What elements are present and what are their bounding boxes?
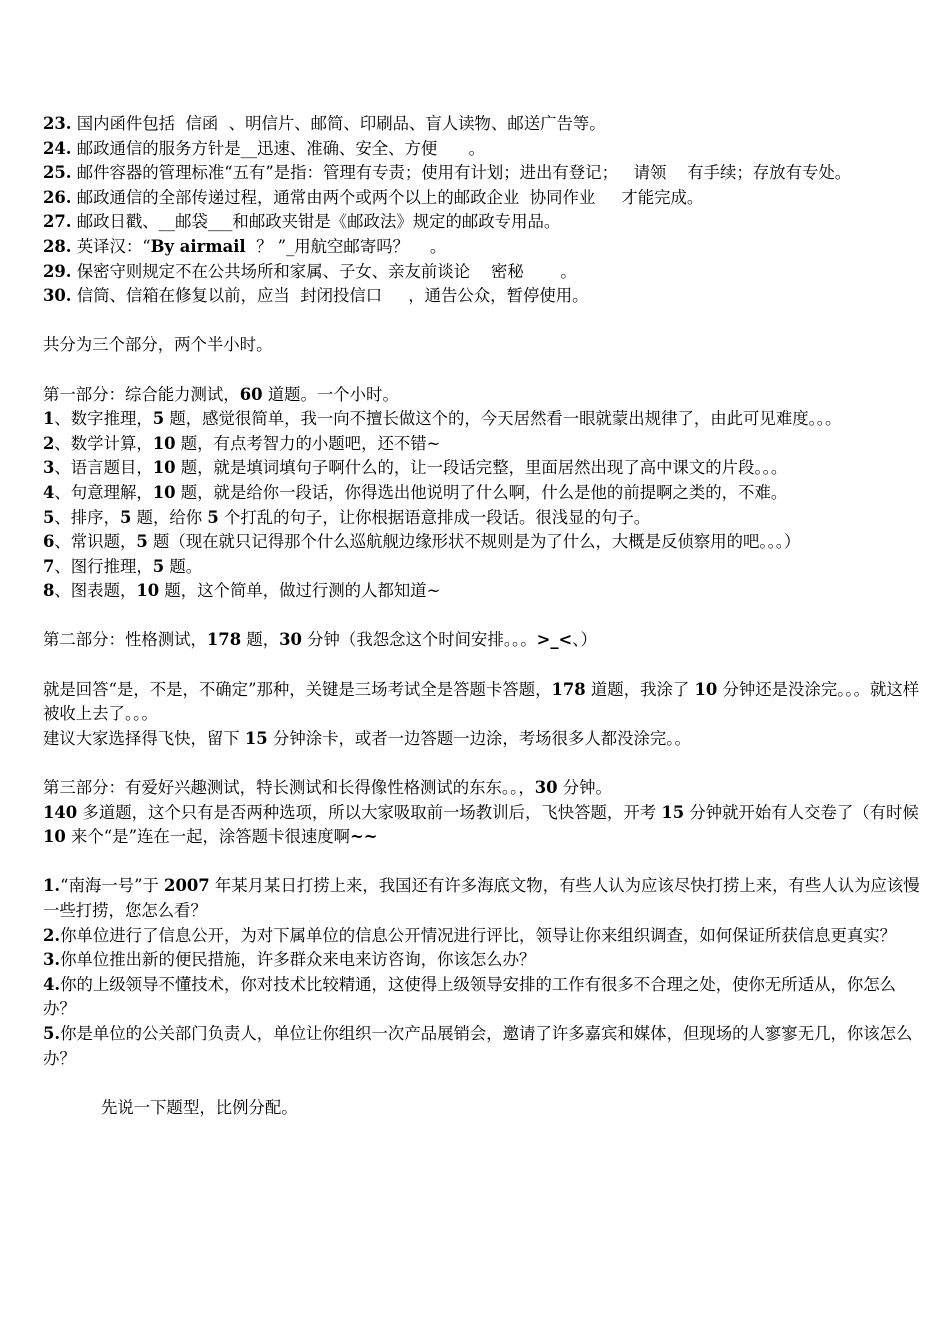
spacer: [43, 358, 923, 383]
part1-item: 6、常识题，5 题（现在就只记得那个什么巡航舰边缘形状不规则是为了什么，大概是反侦察用的吧。。。）: [43, 532, 801, 552]
spacer: [43, 1071, 923, 1096]
quiz-item-24: 24. 邮政通信的服务方针是__迅速、准确、安全、方便 。: [43, 138, 485, 158]
spacer: [43, 751, 923, 776]
part1-item: 1、数字推理，5 题，感觉很简单，我一向不擅长做这个的，今天居然看一眼就蒙出规律了，由此可见难度。。。: [43, 409, 842, 429]
part1-item: 5、排序，5 题，给你 5 个打乱的句子，让你根据语意排成一段话。很浅显的句子。: [43, 507, 651, 527]
part3-note: 140 多道题，这个只有是否两种选项，所以大家吸取前一场教训后，飞快答题，开考 15 分钟就开始有人交卷了（有时候 10 来个“是”连在一起，涂答题卡很速度啊~~: [43, 802, 925, 847]
closing-text: 先说一下题型，比例分配。: [101, 1097, 298, 1117]
spacer: [43, 309, 923, 334]
part1-item: 8、图表题，10 题，这个简单，做过行测的人都知道~: [43, 581, 441, 601]
part1-item: 4、句意理解，10 题，就是给你一段话，你得选出他说明了什么啊，什么是他的前提啊之类的，不难。: [43, 482, 788, 502]
quiz-item-28: 28. 英译汉：“By airmail ？ ”_用航空邮寄吗？ 。: [43, 236, 447, 256]
quiz-item-29: 29. 保密守则规定不在公共场所和家属、子女、亲友前谈论 密秘 。: [43, 261, 577, 281]
part3-heading: 第三部分：有爱好兴趣测试，特长测试和长得像性格测试的东东。。，30 分钟。: [43, 778, 612, 798]
interview-question: 5.你是单位的公关部门负责人，单位让你组织一次产品展销会，邀请了许多嘉宾和媒体，但现场的人寥寥无几，你该怎么办？: [43, 1023, 913, 1068]
interview-question: 2.你单位进行了信息公开，为对下属单位的信息公开情况进行评比，领导让你来组织调查，如何保证所获信息更真实？: [43, 925, 897, 945]
quiz-item-27: 27. 邮政日戳、__邮袋___和邮政夹钳是《邮政法》规定的邮政专用品。: [43, 212, 561, 232]
document-page: [43, 112, 923, 1120]
spacer: [43, 604, 923, 629]
interview-question: 4.你的上级领导不懂技术，你对技术比较精通，这使得上级领导安排的工作有很多不合理之处，使你无所适从，你怎么办？: [43, 974, 897, 1019]
part1-item: 2、数学计算，10 题，有点考智力的小题吧，还不错~: [43, 433, 441, 453]
part1-item: 7、图行推理，5 题。: [43, 556, 203, 576]
quiz-item-25: 25. 邮件容器的管理标准“五有”是指：管理有专责；使用有计划；进出有登记； 请领 有手续；存放有专处。: [43, 163, 852, 183]
quiz-item-30: 30. 信筒、信箱在修复以前，应当 封闭投信口 ，通告公众，暂停使用。: [43, 286, 589, 306]
part2-heading: 第二部分：性格测试，178 题，30 分钟（我怨念这个时间安排。。。>_<、）: [43, 630, 597, 650]
part2-note: 就是回答“是，不是，不确定”那种，关键是三场考试全是答题卡答题，178 道题，我涂了 10 分钟还是没涂完。。。就这样被收上去了。。。: [43, 679, 920, 724]
quiz-item-26: 26. 邮政通信的全部传递过程，通常由两个或两个以上的邮政企业 协同作业 才能完成。: [43, 187, 704, 207]
part1-item: 3、语言题目，10 题，就是填词填句子啊什么的，让一段话完整，里面居然出现了高中课文的片段。。。: [43, 458, 788, 478]
part2-advice: 建议大家选择得飞快，留下 15 分钟涂卡，或者一边答题一边涂，考场很多人都没涂完。。: [43, 728, 691, 748]
spacer: [43, 653, 923, 678]
part1-heading: 第一部分：综合能力测试，60 道题。一个小时。: [43, 384, 399, 404]
quiz-item-23: 23. 国内函件包括 信函 、明信片、邮简、印刷品、盲人读物、邮送广告等。: [43, 114, 606, 133]
intro-text: 共分为三个部分，两个半小时。: [43, 335, 273, 355]
interview-question: 1.“南海一号”于 2007 年某月某日打捞上来，我国还有许多海底文物，有些人认为应该尽快打捞上来，有些人认为应该慢一些打捞，您怎么看？: [43, 876, 920, 920]
spacer: [43, 850, 923, 875]
interview-question: 3.你单位推出新的便民措施，许多群众来电来访咨询，你该怎么办？: [43, 950, 536, 970]
